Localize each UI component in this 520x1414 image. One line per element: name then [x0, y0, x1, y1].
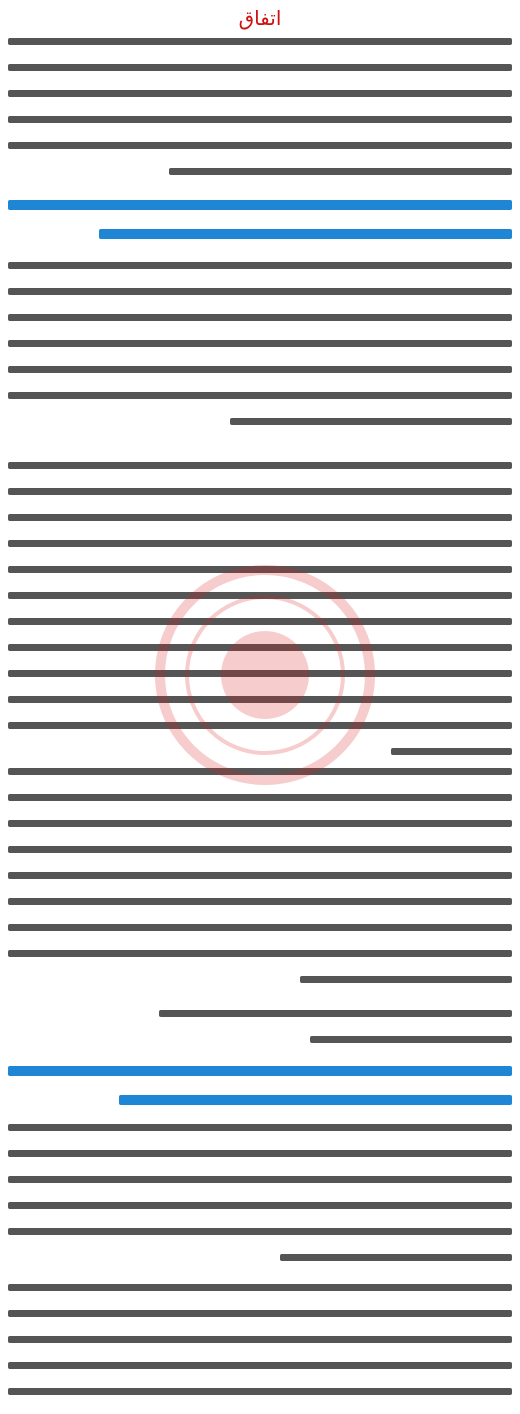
- paragraph-1: [8, 38, 512, 194]
- paragraph-2: [8, 262, 512, 444]
- highlight-2: [8, 1066, 512, 1124]
- article-title: اتفاق: [238, 6, 282, 30]
- highlight-1: [8, 200, 512, 258]
- paragraph-4: [8, 768, 512, 1002]
- paragraph-5: [8, 1010, 512, 1062]
- paragraph-7: [8, 1284, 512, 1414]
- paragraph-6: [8, 1124, 512, 1280]
- paragraph-3: [8, 462, 512, 774]
